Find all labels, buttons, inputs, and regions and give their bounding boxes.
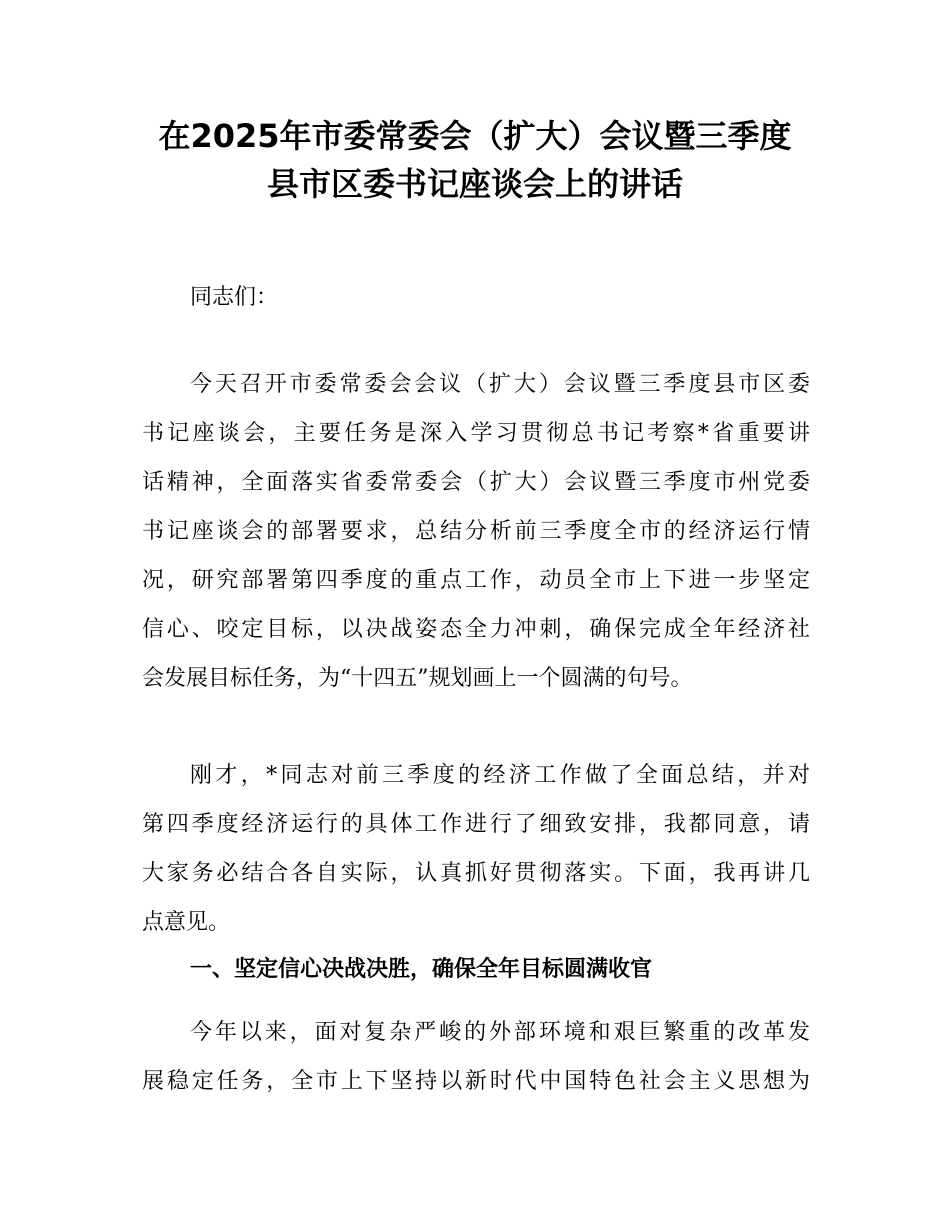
paragraph-line: 书记座谈会，主要任务是深入学习贯彻总书记考察*省重要讲 bbox=[142, 421, 810, 446]
salutation: 同志们： bbox=[190, 285, 279, 310]
paragraph-1 bbox=[142, 360, 810, 703]
paragraph-line: 第四季度经济运行的具体工作进行了细致安排，我都同意，请 bbox=[142, 812, 810, 837]
paragraph-3 bbox=[142, 1008, 810, 1106]
heading-text: 一、坚定信心决战决胜，确保全年目标圆满收官 bbox=[190, 957, 653, 982]
paragraph-line: 话精神，全面落实省委常委会（扩大）会议暨三季度市州党委 bbox=[142, 470, 810, 495]
paragraph-line: 会发展目标任务，为“十四五”规划画上一个圆满的句号。 bbox=[142, 666, 693, 691]
section-heading-1 bbox=[142, 945, 810, 994]
paragraph-line: 今天召开市委常委会会议（扩大）会议暨三季度县市区委 bbox=[190, 372, 810, 397]
paragraph-line: 大家务必结合各自实际，认真抓好贯彻落实。下面，我再讲几 bbox=[142, 861, 810, 886]
document-title bbox=[0, 112, 950, 208]
paragraph-line: 信心、咬定目标，以决战姿态全力冲刺，确保完成全年经济社 bbox=[142, 617, 810, 642]
paragraph-line: 刚才，*同志对前三季度的经济工作做了全面总结，并对 bbox=[190, 763, 810, 788]
paragraph-line: 今年以来，面对复杂严峻的外部环境和艰巨繁重的改革发 bbox=[190, 1020, 810, 1045]
title-line-2: 县市区委书记座谈会上的讲话 bbox=[266, 165, 683, 203]
paragraph-2 bbox=[142, 751, 810, 947]
paragraph-line: 书记座谈会的部署要求，总结分析前三季度全市的经济运行情 bbox=[142, 519, 810, 544]
paragraph-line: 况，研究部署第四季度的重点工作，动员全市上下进一步坚定 bbox=[142, 568, 810, 593]
salutation-block bbox=[142, 273, 810, 322]
paragraph-line: 点意见。 bbox=[142, 910, 231, 935]
title-line-1: 在2025年市委常委会（扩大）会议暨三季度 bbox=[158, 117, 792, 155]
paragraph-line: 展稳定任务，全市上下坚持以新时代中国特色社会主义思想为 bbox=[142, 1069, 810, 1094]
